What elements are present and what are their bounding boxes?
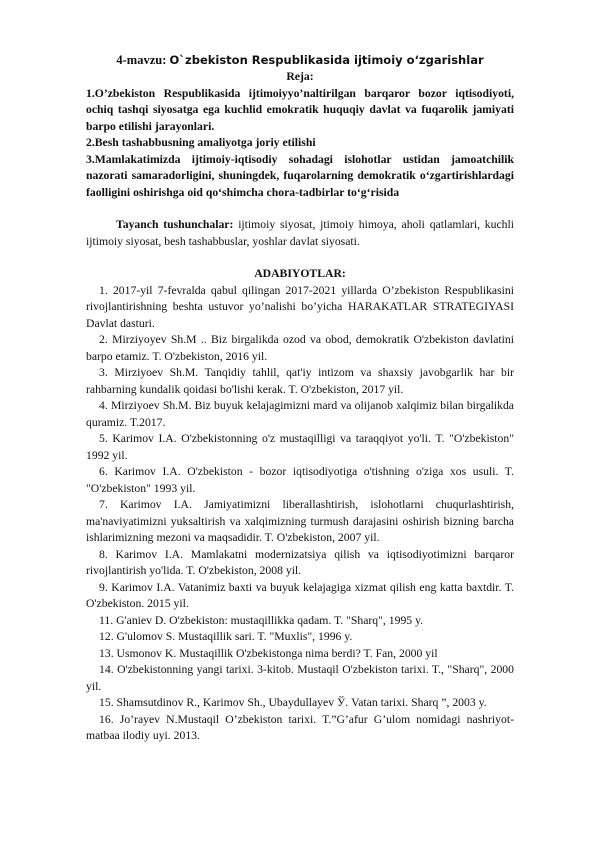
plan-item: 2.Besh tashabbusning amaliyotga joriy etilishi xyxy=(86,136,316,149)
references-heading: ADABIYOTLAR: xyxy=(254,267,346,280)
reference-item: 6. Karimov I.A. O'zbekiston - bozor iqtisodiyotiga o'tishning o'ziga xos usuli. T. "O'zbekiston" 1993 yil. xyxy=(86,465,514,495)
reference-item: 13. Usmonov K. Mustaqillik O'zbekistonga nima berdi? T. Fan, 2000 yil xyxy=(99,646,438,660)
topic-name: O`zbekiston Respublikasida ijtimoiy o‘zgarishlar xyxy=(169,53,484,67)
reference-item: 3. Mirziyoev Sh.M. Tanqidiy tahlil, qat'iy intizom va shaxsiy javobgarlik har bir rahbarning kundalik qoidasi bo'lishi kerak. T. O'zbekiston, 2017 yil. xyxy=(86,366,514,396)
reference-item: 12. G'ulomov S. Mustaqillik sari. T. "Muxlis", 1996 y. xyxy=(99,630,353,643)
plan-item: 1.O’zbekiston Respublikasida ijtimoiyyo’naltirilgan barqaror bozor iqtisodiyoti, ochiq tashqi siyosatga ega kuchlid emokratik huquqiy davlat va fuqarolik jamiyati barpo etilishi jarayonlari. xyxy=(86,86,514,133)
plan-list xyxy=(86,86,514,202)
reference-item: 7. Karimov I.A. Jamiyatimizni liberallashtirish, islohotlarni chuqurlashtirish, ma'naviyatimizni yuksaltirish va xalqimizning turmush darajasini oshirish bizning barcha ishlarimizning mezoni va maqsadidir. T. O'zbekiston, 2007 yil. xyxy=(86,498,514,544)
references-list xyxy=(86,283,514,745)
reference-item: 9. Karimov I.A. Vatanimiz baxti va buyuk kelajagiga xizmat qilish eng katta baxtdir. T. O'zbekiston. 2015 yil. xyxy=(86,580,514,610)
topic-title xyxy=(86,52,514,69)
reference-item: 16. Jo’rayev N.Mustaqil O’zbekiston tarixi. T.”G’afur G’ulom nomidagi nashriyot-matbaa ilodiy uyi. 2013. xyxy=(86,712,514,742)
reference-item: 11. G'aniev D. O'zbekiston: mustaqillikka qadam. T. "Sharq", 1995 y. xyxy=(99,613,424,627)
plan-item: 3.Mamlakatimizda ijtimoiy-iqtisodiy sohadagi islohotlar ustidan jamoatchilik nazorati samaradorligini, shuningdek, fuqarolarning demokratik o‘zgartirishlardagi faolligini oshirishga oid qo‘shimcha chora-tadbirlar to‘g‘risida xyxy=(86,152,514,199)
reference-item: 1. 2017-yil 7-fevralda qabul qilingan 2017-2021 yillarda O’zbekiston Respublikasini rivojlantirishning beshta ustuvor yo’nalishi bo’yicha HARAKATLAR STRATEGIYASI Davlat dasturi. xyxy=(86,283,514,330)
reference-item: 8. Karimov I.A. Mamlakatni modernizatsiya qilish va iqtisodiyotimizni barqaror rivojlantirish yo'lida. T. O'zbekiston, 2008 yil. xyxy=(86,547,514,577)
keywords-text: ijtimoiy siyosat, jtimoiy himoya, aholi qatlamlari, kuchli ijtimoiy siyosat, besh tashabbuslar, yoshlar davlat siyosati. xyxy=(86,218,514,248)
plan-heading: Reja: xyxy=(286,70,314,83)
keywords-paragraph xyxy=(86,217,514,250)
topic-prefix: 4-mavzu: xyxy=(116,53,170,67)
reference-item: 2. Mirziyoyev Sh.M .. Biz birgalikda ozod va obod, demokratik O'zbekiston davlatini barpo etamiz. T. O'zbekiston, 2016 yil. xyxy=(86,333,514,363)
reference-item: 5. Karimov I.A. O'zbekistonning o'z mustaqilligi va taraqqiyot yo'li. T. "O'zbekiston" 1992 yil. xyxy=(86,432,514,462)
reference-item: 15. Shamsutdinov R., Karimov Sh., Ubaydullayev Ў. Vatan tarixi. Sharq ”, 2003 y. xyxy=(99,696,487,709)
reference-item: 14. O'zbekistonning yangi tarixi. 3-kitob. Mustaqil O'zbekiston tarixi. T., "Sharq", 2000 yil. xyxy=(86,663,514,693)
reference-item: 4. Mirziyoev Sh.M. Biz buyuk kelajagimizni mard va olijanob xalqimiz bilan birgalikda quramiz. T.2017. xyxy=(86,399,514,429)
keywords-label: Tayanch tushunchalar: xyxy=(116,218,234,231)
